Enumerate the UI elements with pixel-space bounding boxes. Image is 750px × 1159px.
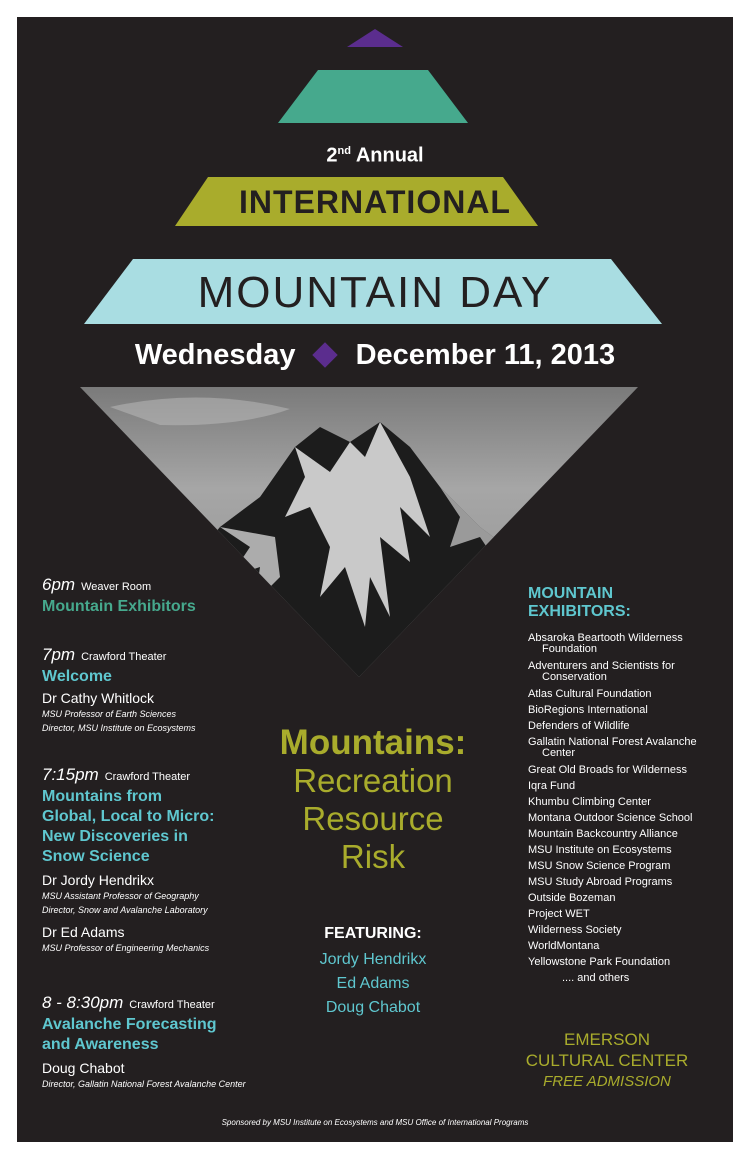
exhibitor-item: Foundation xyxy=(542,643,598,655)
purple-triangle xyxy=(347,29,403,47)
speaker-name: Dr Ed Adams xyxy=(42,924,125,940)
exhibitor-item: Conservation xyxy=(542,671,607,683)
exhibitor-item: Mountain Backcountry Alliance xyxy=(528,828,678,840)
exhibitor-item: MSU Study Abroad Programs xyxy=(528,876,673,888)
event-date: December 11, 2013 xyxy=(355,339,616,371)
speaker-role: Director, Gallatin National Forest Avalanche Center xyxy=(42,1079,246,1089)
sponsor-line: Sponsored by MSU Institute on Ecosystems and MSU Office of International Programs xyxy=(221,1118,529,1127)
event-title: Welcome xyxy=(42,668,112,685)
venue-line: CULTURAL CENTER xyxy=(525,1051,689,1070)
event-location: Crawford Theater xyxy=(81,651,167,663)
admission-label: FREE ADMISSION xyxy=(543,1073,671,1090)
title-international: INTERNATIONAL xyxy=(239,184,511,220)
event-title-line: Mountains from xyxy=(42,788,162,805)
exhibitor-item: Absaroka Beartooth Wilderness xyxy=(528,632,683,644)
schedule-6pm xyxy=(42,575,342,617)
diamond-icon xyxy=(312,342,337,367)
event-time: 7pm xyxy=(42,645,76,664)
event-title-line: Avalanche Forecasting xyxy=(42,1016,217,1033)
event-location: Weaver Room xyxy=(81,581,152,593)
event-title: Mountain Exhibitors xyxy=(42,598,196,615)
exhibitors-heading: MOUNTAIN xyxy=(528,585,614,602)
exhibitor-item: Gallatin National Forest Avalanche xyxy=(528,736,697,748)
exhibitors-block xyxy=(528,585,728,986)
speaker-role: MSU Professor of Engineering Mechanics xyxy=(42,943,210,953)
edition-word: Annual xyxy=(355,144,424,167)
date-line xyxy=(17,338,733,372)
edition-suffix: nd xyxy=(337,145,351,157)
title-mountain-day: MOUNTAIN DAY xyxy=(197,268,553,317)
venue-line: EMERSON xyxy=(564,1030,650,1049)
event-time: 6pm xyxy=(42,575,76,594)
speaker-role: Director, Snow and Avalanche Laboratory xyxy=(42,905,208,915)
venue-block xyxy=(497,1029,717,1092)
event-title-line: Snow Science xyxy=(42,848,150,865)
poster xyxy=(17,17,733,1142)
schedule-7pm xyxy=(42,645,342,735)
event-time: 8 - 8:30pm xyxy=(42,993,124,1012)
edition-label xyxy=(17,139,733,168)
edition-number: 2 xyxy=(326,144,338,167)
exhibitor-item: Iqra Fund xyxy=(528,780,576,792)
exhibitor-item: BioRegions International xyxy=(528,704,648,716)
speaker-role: MSU Assistant Professor of Geography xyxy=(42,891,199,901)
exhibitor-item: Wilderness Society xyxy=(528,924,622,936)
green-trapezoid xyxy=(278,70,468,123)
event-title-line: Global, Local to Micro: xyxy=(42,808,215,825)
exhibitor-item: Adventurers and Scientists for xyxy=(528,660,675,672)
speaker-name: Dr Jordy Hendrikx xyxy=(42,872,155,888)
featuring-label: FEATURING: xyxy=(324,925,422,942)
exhibitor-item: Yellowstone Park Foundation xyxy=(528,956,671,968)
theme-line: Recreation xyxy=(293,762,453,799)
theme-line: Risk xyxy=(340,838,406,875)
exhibitor-others: .... and others xyxy=(562,972,630,984)
theme-heading: Mountains: xyxy=(279,723,467,762)
featuring-block xyxy=(277,924,469,1020)
event-location: Crawford Theater xyxy=(104,771,191,783)
theme-block xyxy=(257,724,489,876)
exhibitor-item: Outside Bozeman xyxy=(528,892,616,904)
exhibitors-heading: EXHIBITORS: xyxy=(528,603,631,620)
exhibitor-item: WorldMontana xyxy=(528,940,600,952)
featured-name: Ed Adams xyxy=(336,975,410,992)
event-time: 7:15pm xyxy=(42,765,99,784)
exhibitor-item: Montana Outdoor Science School xyxy=(528,812,693,824)
event-title-line: New Discoveries in xyxy=(42,828,188,845)
exhibitor-item: MSU Institute on Ecosystems xyxy=(528,844,672,856)
exhibitor-item: Center xyxy=(542,747,576,759)
exhibitor-item: Atlas Cultural Foundation xyxy=(528,688,652,700)
exhibitor-item: Great Old Broads for Wilderness xyxy=(528,764,687,776)
event-location: Crawford Theater xyxy=(129,999,215,1011)
event-day: Wednesday xyxy=(134,339,296,371)
speaker-role: Director, MSU Institute on Ecosystems xyxy=(42,723,196,733)
speaker-name: Doug Chabot xyxy=(42,1060,125,1076)
event-title-line: and Awareness xyxy=(42,1036,159,1053)
exhibitor-item: Project WET xyxy=(528,908,590,920)
featured-name: Doug Chabot xyxy=(325,999,421,1016)
exhibitor-item: Khumbu Climbing Center xyxy=(528,796,651,808)
speaker-name: Dr Cathy Whitlock xyxy=(42,690,155,706)
featured-name: Jordy Hendrikx xyxy=(319,951,427,968)
exhibitors-list xyxy=(528,630,728,986)
exhibitor-item: Defenders of Wildlife xyxy=(528,720,630,732)
exhibitor-item: MSU Snow Science Program xyxy=(528,860,671,872)
theme-line: Resource xyxy=(302,800,444,837)
speaker-role: MSU Professor of Earth Sciences xyxy=(42,709,177,719)
